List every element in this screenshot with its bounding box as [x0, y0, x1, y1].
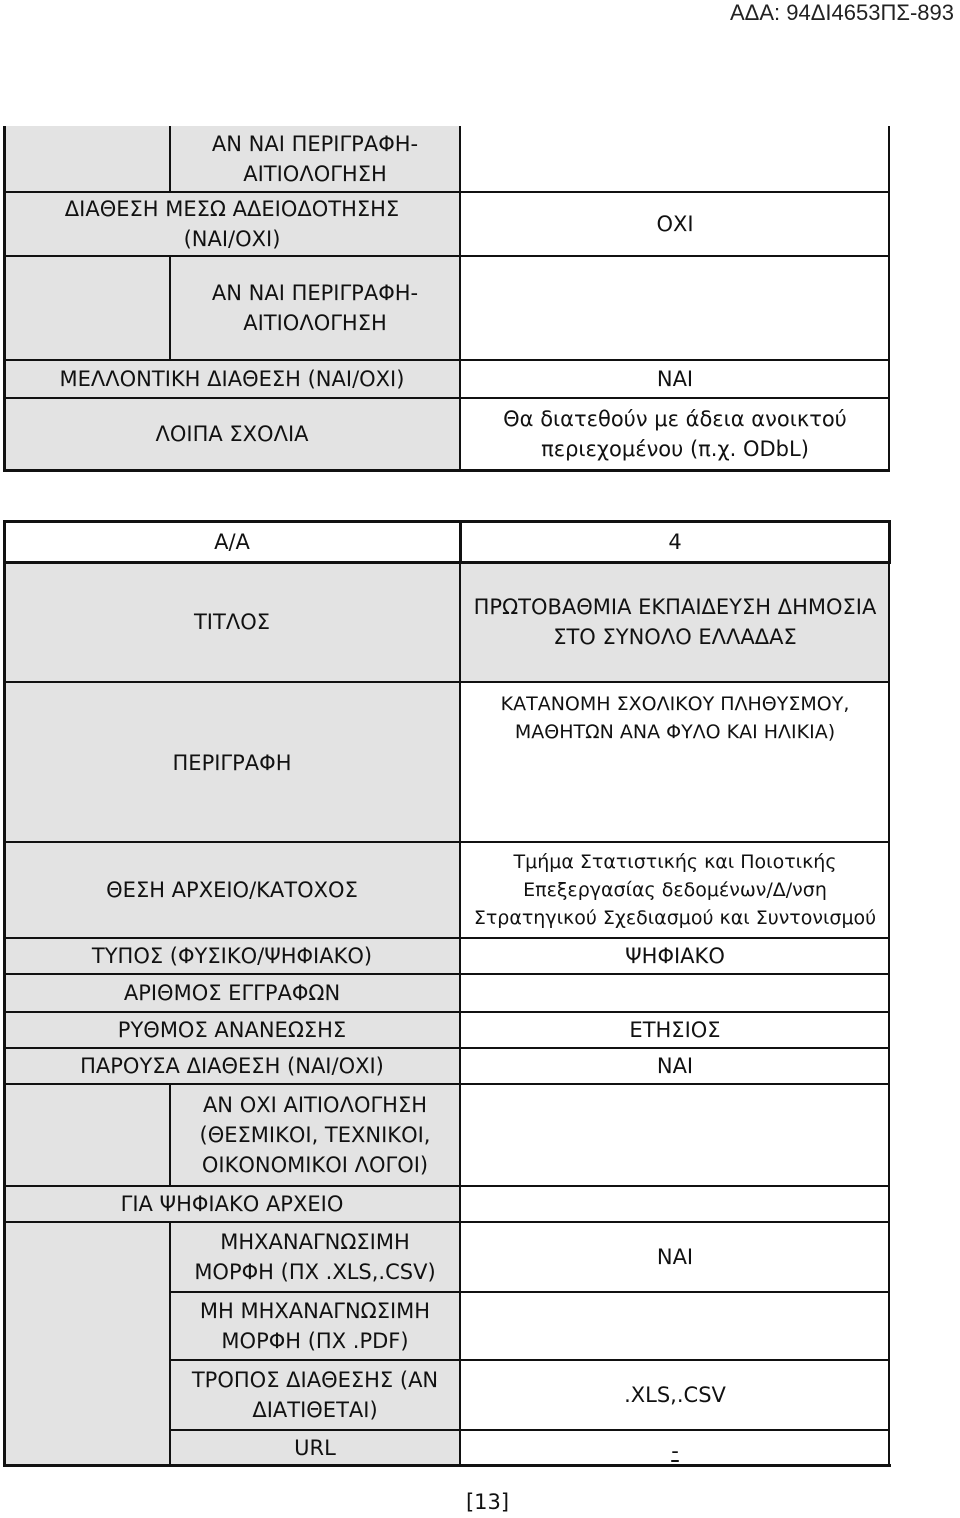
- type-label: ΤΥΠΟΣ (ΦΥΣΙΚΟ/ΨΗΦΙΑΚΟ): [4, 938, 460, 974]
- records-count-value: [460, 974, 890, 1012]
- border: [4, 469, 890, 472]
- update-rate-value: ΕΤΗΣΙΟΣ: [460, 1012, 890, 1048]
- future-label: ΜΕΛΛΟΝΤΙΚΗ ΔΙΑΘΕΣΗ (ΝΑΙ/ΟΧΙ): [4, 360, 460, 398]
- border: [888, 520, 891, 564]
- comments-label: ΛΟΙΠΑ ΣΧΟΛΙΑ: [4, 398, 460, 470]
- border: [4, 841, 890, 843]
- page-number: [13]: [465, 1490, 510, 1514]
- border: [3, 520, 6, 1467]
- border: [4, 973, 890, 975]
- permit-label: ΔΙΑΘΕΣΗ ΜΕΣΩ ΑΔΕΙΟΔΟΤΗΣΗΣ (ΝΑΙ/ΟΧΙ): [4, 192, 460, 256]
- aa-label: Α/Α: [4, 522, 460, 562]
- border: [459, 520, 462, 564]
- future-value: ΝΑΙ: [460, 360, 890, 398]
- border: [459, 126, 461, 472]
- availability-label: ΠΑΡΟΥΣΑ ΔΙΑΘΕΣΗ (ΝΑΙ/ΟΧΙ): [4, 1048, 460, 1084]
- border: [4, 397, 890, 399]
- url-value[interactable]: [460, 1430, 890, 1466]
- no-reason-value: [460, 1084, 890, 1186]
- comments-value: Θα διατεθούν με άδεια ανοικτού περιεχομένου (π.χ. ODbL): [460, 398, 890, 470]
- border: [4, 561, 891, 564]
- border: [4, 937, 890, 939]
- url-link[interactable]: -: [671, 1439, 679, 1463]
- method-label: ΤΡΟΠΟΣ ΔΙΑΘΕΣΗΣ (ΑΝ ΔΙΑΤΙΘΕΤΑΙ): [170, 1360, 460, 1430]
- gap-cell: [4, 1222, 170, 1466]
- border: [4, 191, 890, 193]
- url-label: URL: [170, 1430, 460, 1466]
- border: [4, 1083, 890, 1085]
- border: [169, 126, 171, 192]
- border: [4, 1464, 891, 1467]
- gap-cell: [4, 256, 170, 360]
- border: [4, 681, 890, 683]
- border: [169, 256, 171, 360]
- gap-cell: [4, 1084, 170, 1186]
- reason1-label: ΑΝ ΝΑΙ ΠΕΡΙΓΡΑΦΗ- ΑΙΤΙΟΛΟΓΗΣΗ: [170, 126, 460, 192]
- machine-readable-label: ΜΗΧΑΝΑΓΝΩΣΙΜΗ ΜΟΡΦΗ (ΠΧ .XLS,.CSV): [170, 1222, 460, 1292]
- border: [459, 562, 461, 1467]
- border: [170, 1429, 890, 1431]
- ada-code: ΑΔΑ: 94ΔΙ4653ΠΣ-893: [729, 0, 954, 25]
- machine-readable-value: ΝΑΙ: [460, 1222, 890, 1292]
- aa-value: 4: [460, 522, 890, 562]
- border: [888, 562, 890, 1467]
- digital-file-label: ΓΙΑ ΨΗΦΙΑΚΟ ΑΡΧΕΙΟ: [4, 1186, 460, 1222]
- border: [4, 359, 890, 361]
- location-value: Τμήμα Στατιστικής και Ποιοτικής Επεξεργασίας δεδομένων/Δ/νση Στρατηγικού Σχεδιασμού και Συντονισμού: [460, 842, 890, 938]
- description-value: ΚΑΤΑΝΟΜΗ ΣΧΟΛΙΚΟΥ ΠΛΗΘΥΣΜΟΥ, ΜΑΘΗΤΩΝ ΑΝΑ ΦΥΛΟ ΚΑΙ ΗΛΙΚΙΑ): [460, 682, 890, 842]
- border: [4, 255, 890, 257]
- title-label: ΤΙΤΛΟΣ: [4, 562, 460, 682]
- permit-value: ΟΧΙ: [460, 192, 890, 256]
- border: [4, 1047, 890, 1049]
- reason2-label: ΑΝ ΝΑΙ ΠΕΡΙΓΡΑΦΗ- ΑΙΤΙΟΛΟΓΗΣΗ: [170, 256, 460, 360]
- availability-value: ΝΑΙ: [460, 1048, 890, 1084]
- update-rate-label: ΡΥΘΜΟΣ ΑΝΑΝΕΩΣΗΣ: [4, 1012, 460, 1048]
- no-reason-label: ΑΝ ΟΧΙ ΑΙΤΙΟΛΟΓΗΣΗ (ΘΕΣΜΙΚΟΙ, ΤΕΧΝΙΚΟΙ, ΟΙΚΟΝΟΜΙΚΟΙ ΛΟΓΟΙ): [170, 1084, 460, 1186]
- border: [3, 126, 6, 472]
- border: [4, 1185, 890, 1187]
- non-machine-readable-value: [460, 1292, 890, 1360]
- border: [4, 1221, 890, 1223]
- border: [4, 1011, 890, 1013]
- border: [170, 1291, 890, 1293]
- digital-file-value: [460, 1186, 890, 1222]
- non-machine-readable-label: ΜΗ ΜΗΧΑΝΑΓΝΩΣΙΜΗ ΜΟΡΦΗ (ΠΧ .PDF): [170, 1292, 460, 1360]
- location-label: ΘΕΣΗ ΑΡΧΕΙΟ/ΚΑΤΟΧΟΣ: [4, 842, 460, 938]
- description-label: ΠΕΡΙΓΡΑΦΗ: [4, 682, 460, 842]
- gap-cell: [4, 126, 170, 192]
- method-value: .XLS,.CSV: [460, 1360, 890, 1430]
- border: [170, 1359, 890, 1361]
- title-value: ΠΡΩΤΟΒΑΘΜΙΑ ΕΚΠΑΙΔΕΥΣΗ ΔΗΜΟΣΙΑ ΣΤΟ ΣΥΝΟΛΟ ΕΛΛΑΔΑΣ: [460, 562, 890, 682]
- type-value: ΨΗΦΙΑΚΟ: [460, 938, 890, 974]
- border: [169, 1084, 171, 1186]
- border: [4, 520, 891, 523]
- records-count-label: ΑΡΙΘΜΟΣ ΕΓΓΡΑΦΩΝ: [4, 974, 460, 1012]
- border: [888, 126, 890, 472]
